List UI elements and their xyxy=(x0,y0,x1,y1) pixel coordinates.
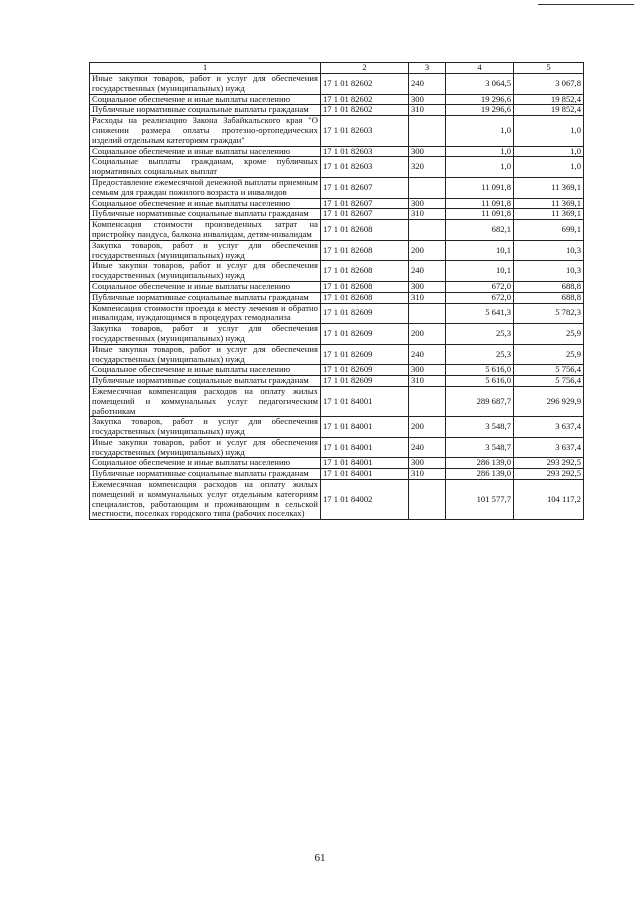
table-row xyxy=(90,469,584,480)
row-name: Закупка товаров, работ и услуг для обеспечения государственных (муниципальных) нужд xyxy=(90,240,321,261)
row-expense-type: 300 xyxy=(409,94,446,105)
row-value-year1: 25,3 xyxy=(446,344,514,365)
row-name: Иные закупки товаров, работ и услуг для обеспечения государственных (муниципальных) нужд xyxy=(90,437,321,458)
table-row xyxy=(90,437,584,458)
row-name: Закупка товаров, работ и услуг для обеспечения государственных (муниципальных) нужд xyxy=(90,324,321,345)
table-row xyxy=(90,209,584,220)
row-expense-type xyxy=(409,220,446,241)
header-cell-2: 2 xyxy=(321,63,409,74)
row-value-year1: 5 616,0 xyxy=(446,376,514,387)
row-value-year1: 3 548,7 xyxy=(446,417,514,438)
row-value-year1: 1,0 xyxy=(446,116,514,146)
row-name: Публичные нормативные социальные выплаты гражданам xyxy=(90,469,321,480)
row-code: 17 1 01 84001 xyxy=(321,386,409,416)
table-body xyxy=(90,74,584,520)
row-code: 17 1 01 82609 xyxy=(321,344,409,365)
budget-table xyxy=(89,62,584,520)
row-code: 17 1 01 82609 xyxy=(321,324,409,345)
table-row xyxy=(90,365,584,376)
table-row xyxy=(90,386,584,416)
row-code: 17 1 01 82608 xyxy=(321,240,409,261)
row-name: Расходы на реализацию Закона Забайкальского края "О снижении размера оплаты протезно-ортопедических изделий отдельным категориям граждан" xyxy=(90,116,321,146)
table-row xyxy=(90,480,584,520)
row-code: 17 1 01 82608 xyxy=(321,281,409,292)
row-name: Социальные выплаты гражданам, кроме публичных нормативных социальных выплат xyxy=(90,157,321,178)
row-expense-type xyxy=(409,177,446,198)
row-name: Социальное обеспечение и иные выплаты населению xyxy=(90,458,321,469)
row-name: Социальное обеспечение и иные выплаты населению xyxy=(90,198,321,209)
row-code: 17 1 01 82609 xyxy=(321,365,409,376)
row-value-year1: 101 577,7 xyxy=(446,480,514,520)
row-name: Публичные нормативные социальные выплаты гражданам xyxy=(90,376,321,387)
row-name: Ежемесячная компенсация расходов на оплату жилых помещений и коммунальных услуг отдельным категориям специалистов, работающим и проживающим в сельской местности, поселках городского типа (рабочих поселках) xyxy=(90,480,321,520)
row-value-year2: 5 782,3 xyxy=(514,303,584,324)
row-expense-type: 200 xyxy=(409,324,446,345)
row-code: 17 1 01 82603 xyxy=(321,157,409,178)
table-row xyxy=(90,105,584,116)
row-expense-type xyxy=(409,480,446,520)
row-expense-type: 310 xyxy=(409,376,446,387)
table-row xyxy=(90,198,584,209)
row-expense-type: 300 xyxy=(409,281,446,292)
row-code: 17 1 01 84001 xyxy=(321,417,409,438)
row-value-year1: 1,0 xyxy=(446,146,514,157)
row-code: 17 1 01 82607 xyxy=(321,177,409,198)
row-code: 17 1 01 82608 xyxy=(321,220,409,241)
table-row xyxy=(90,177,584,198)
table-row xyxy=(90,417,584,438)
row-code: 17 1 01 82602 xyxy=(321,74,409,95)
row-value-year1: 19 296,6 xyxy=(446,94,514,105)
row-value-year2: 5 756,4 xyxy=(514,376,584,387)
table-row xyxy=(90,116,584,146)
row-expense-type: 240 xyxy=(409,261,446,282)
table-row xyxy=(90,74,584,95)
row-value-year2: 25,9 xyxy=(514,324,584,345)
row-value-year2: 11 369,1 xyxy=(514,198,584,209)
row-name: Иные закупки товаров, работ и услуг для обеспечения государственных (муниципальных) нужд xyxy=(90,74,321,95)
row-expense-type: 300 xyxy=(409,146,446,157)
table-row xyxy=(90,94,584,105)
row-code: 17 1 01 82607 xyxy=(321,209,409,220)
row-name: Компенсация стоимости произведенных затрат на пристройку пандуса, балкона инвалидам, детям-инвалидам xyxy=(90,220,321,241)
row-value-year1: 682,1 xyxy=(446,220,514,241)
row-expense-type: 300 xyxy=(409,365,446,376)
table-row xyxy=(90,281,584,292)
table-row xyxy=(90,240,584,261)
row-name: Предоставление ежемесячной денежной выплаты приемным семьям для граждан пожилого возраста и инвалидов xyxy=(90,177,321,198)
row-code: 17 1 01 84001 xyxy=(321,437,409,458)
table-row xyxy=(90,146,584,157)
row-value-year1: 1,0 xyxy=(446,157,514,178)
row-value-year2: 699,1 xyxy=(514,220,584,241)
header-cell-4: 4 xyxy=(446,63,514,74)
row-value-year2: 293 292,5 xyxy=(514,458,584,469)
row-code: 17 1 01 82608 xyxy=(321,261,409,282)
row-name: Публичные нормативные социальные выплаты гражданам xyxy=(90,209,321,220)
row-value-year1: 286 139,0 xyxy=(446,458,514,469)
table-row xyxy=(90,324,584,345)
row-code: 17 1 01 84001 xyxy=(321,458,409,469)
row-expense-type: 300 xyxy=(409,458,446,469)
row-value-year2: 1,0 xyxy=(514,157,584,178)
row-expense-type: 320 xyxy=(409,157,446,178)
row-expense-type: 310 xyxy=(409,105,446,116)
row-value-year2: 11 369,1 xyxy=(514,177,584,198)
table-row xyxy=(90,220,584,241)
row-value-year1: 11 091,8 xyxy=(446,177,514,198)
row-code: 17 1 01 82609 xyxy=(321,376,409,387)
table-row xyxy=(90,376,584,387)
table-row xyxy=(90,292,584,303)
page-number: 61 xyxy=(314,852,326,864)
row-value-year2: 5 756,4 xyxy=(514,365,584,376)
row-value-year1: 10,1 xyxy=(446,240,514,261)
row-value-year2: 3 637,4 xyxy=(514,437,584,458)
row-value-year1: 289 687,7 xyxy=(446,386,514,416)
row-code: 17 1 01 82609 xyxy=(321,303,409,324)
row-name: Компенсация стоимости проезда к месту лечения и обратно инвалидам, нуждающимся в процедурах гемодиализа xyxy=(90,303,321,324)
row-value-year2: 11 369,1 xyxy=(514,209,584,220)
row-value-year1: 5 616,0 xyxy=(446,365,514,376)
top-rule xyxy=(538,4,634,5)
row-value-year2: 688,8 xyxy=(514,292,584,303)
row-name: Социальное обеспечение и иные выплаты населению xyxy=(90,94,321,105)
row-value-year1: 286 139,0 xyxy=(446,469,514,480)
row-value-year2: 25,9 xyxy=(514,344,584,365)
row-value-year2: 19 852,4 xyxy=(514,105,584,116)
row-expense-type: 310 xyxy=(409,469,446,480)
row-expense-type xyxy=(409,303,446,324)
row-name: Социальное обеспечение и иные выплаты населению xyxy=(90,146,321,157)
row-name: Публичные нормативные социальные выплаты гражданам xyxy=(90,105,321,116)
row-expense-type xyxy=(409,116,446,146)
row-value-year1: 5 641,3 xyxy=(446,303,514,324)
table-row xyxy=(90,344,584,365)
row-value-year1: 19 296,6 xyxy=(446,105,514,116)
row-code: 17 1 01 82607 xyxy=(321,198,409,209)
row-expense-type: 240 xyxy=(409,344,446,365)
row-code: 17 1 01 82603 xyxy=(321,146,409,157)
row-value-year2: 104 117,2 xyxy=(514,480,584,520)
row-expense-type: 310 xyxy=(409,292,446,303)
row-value-year2: 19 852,4 xyxy=(514,94,584,105)
row-value-year2: 3 637,4 xyxy=(514,417,584,438)
row-expense-type: 300 xyxy=(409,198,446,209)
header-cell-5: 5 xyxy=(514,63,584,74)
row-name: Иные закупки товаров, работ и услуг для обеспечения государственных (муниципальных) нужд xyxy=(90,261,321,282)
row-code: 17 1 01 82602 xyxy=(321,105,409,116)
row-value-year1: 10,1 xyxy=(446,261,514,282)
row-value-year2: 1,0 xyxy=(514,146,584,157)
row-value-year1: 672,0 xyxy=(446,281,514,292)
table-row xyxy=(90,303,584,324)
row-value-year2: 10,3 xyxy=(514,240,584,261)
row-code: 17 1 01 82603 xyxy=(321,116,409,146)
table-row xyxy=(90,261,584,282)
row-value-year2: 688,8 xyxy=(514,281,584,292)
row-expense-type: 240 xyxy=(409,437,446,458)
row-value-year1: 11 091,8 xyxy=(446,198,514,209)
row-expense-type xyxy=(409,386,446,416)
table-row xyxy=(90,157,584,178)
row-expense-type: 240 xyxy=(409,74,446,95)
table-row xyxy=(90,458,584,469)
row-value-year1: 3 064,5 xyxy=(446,74,514,95)
row-expense-type: 310 xyxy=(409,209,446,220)
row-name: Социальное обеспечение и иные выплаты населению xyxy=(90,281,321,292)
row-code: 17 1 01 82608 xyxy=(321,292,409,303)
row-value-year1: 3 548,7 xyxy=(446,437,514,458)
row-value-year1: 25,3 xyxy=(446,324,514,345)
row-value-year1: 11 091,8 xyxy=(446,209,514,220)
row-value-year2: 1,0 xyxy=(514,116,584,146)
row-name: Иные закупки товаров, работ и услуг для обеспечения государственных (муниципальных) нужд xyxy=(90,344,321,365)
header-cell-3: 3 xyxy=(409,63,446,74)
row-value-year1: 672,0 xyxy=(446,292,514,303)
row-code: 17 1 01 84002 xyxy=(321,480,409,520)
row-code: 17 1 01 84001 xyxy=(321,469,409,480)
row-code: 17 1 01 82602 xyxy=(321,94,409,105)
row-name: Закупка товаров, работ и услуг для обеспечения государственных (муниципальных) нужд xyxy=(90,417,321,438)
row-name: Социальное обеспечение и иные выплаты населению xyxy=(90,365,321,376)
row-value-year2: 296 929,9 xyxy=(514,386,584,416)
row-value-year2: 10,3 xyxy=(514,261,584,282)
header-row xyxy=(90,63,584,74)
row-value-year2: 293 292,5 xyxy=(514,469,584,480)
row-name: Публичные нормативные социальные выплаты гражданам xyxy=(90,292,321,303)
row-value-year2: 3 067,8 xyxy=(514,74,584,95)
row-expense-type: 200 xyxy=(409,417,446,438)
row-name: Ежемесячная компенсация расходов на оплату жилых помещений и коммунальных услуг педагогическим работникам xyxy=(90,386,321,416)
header-cell-1: 1 xyxy=(90,63,321,74)
row-expense-type: 200 xyxy=(409,240,446,261)
